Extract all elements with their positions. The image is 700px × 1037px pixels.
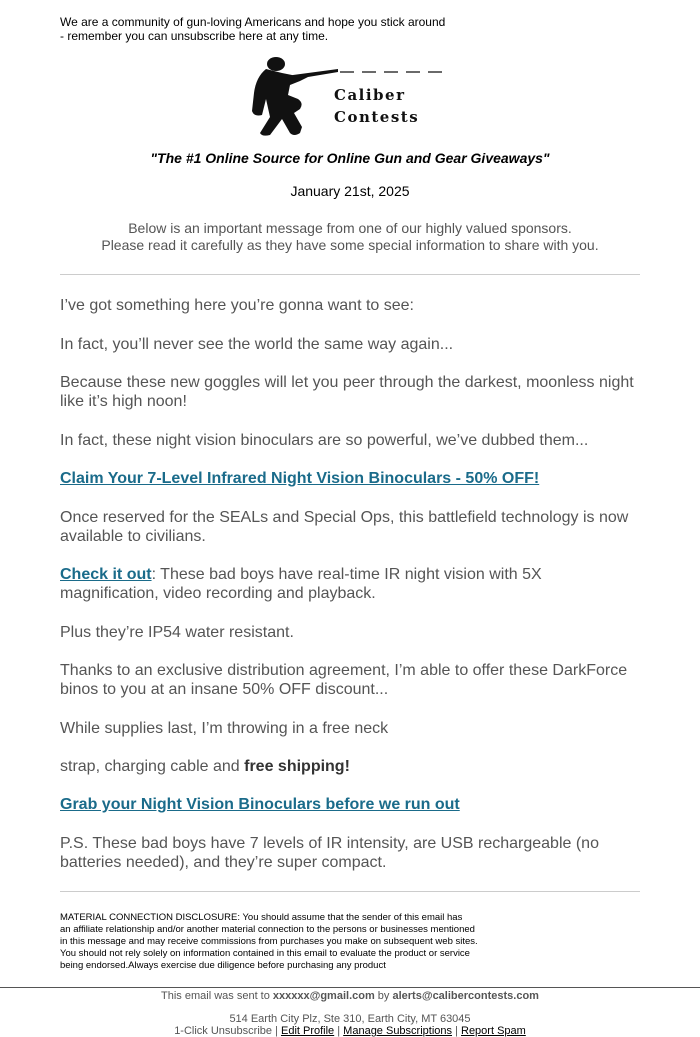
body-paragraph-6 — [60, 565, 640, 603]
email-date: January 21st, 2025 — [290, 183, 410, 199]
sent-to-line — [0, 990, 700, 1002]
top-divider — [60, 274, 640, 275]
postscript-paragraph — [60, 834, 640, 872]
manage-subscriptions-link[interactable]: Manage Subscriptions — [343, 1025, 453, 1037]
body-paragraph-8-line-1: Thanks to an exclusive distribution agreement, I’m able to offer these DarkForce — [60, 662, 628, 679]
body-paragraph-4: In fact, these night vision binoculars are so powerful, we’ve dubbed them... — [60, 432, 589, 449]
sender-email: alerts@calibercontests.com — [392, 990, 539, 1002]
body-link-paragraph-1 — [60, 469, 640, 488]
claim-binoculars-link[interactable]: Claim Your 7-Level Infrared Night Vision Binoculars - 50% OFF! — [60, 470, 540, 487]
edit-profile-link[interactable]: Edit Profile — [280, 1025, 335, 1037]
body-paragraph-5 — [60, 508, 640, 546]
check-it-out-link[interactable]: Check it out — [60, 566, 152, 583]
tagline: "The #1 Online Source for Online Gun and Gear Giveaways" — [150, 150, 550, 166]
one-click-unsubscribe-text: 1-Click Unsubscribe — [174, 1025, 272, 1037]
material-disclosure — [60, 912, 505, 972]
body-link-paragraph-2 — [60, 795, 640, 814]
sent-to-prefix: This email was sent to — [161, 990, 273, 1002]
mailing-address: 514 Earth City Plz, Ste 310, Earth City, MT 63045 — [229, 1013, 471, 1025]
body-paragraph-2: In fact, you’ll never see the world the same way again... — [60, 336, 454, 353]
body-paragraph-7: Plus they’re IP54 water resistant. — [60, 624, 294, 641]
footer-divider — [0, 987, 700, 988]
sponsor-line-1: Below is an important message from one of our highly valued sponsors. — [128, 220, 572, 236]
body-paragraph-3-line-1: Because these new goggles will let you peer through the darkest, moonless night — [60, 374, 634, 391]
body-paragraph-3-line-2: like it’s high noon! — [60, 393, 187, 410]
free-shipping-text: free shipping! — [244, 758, 350, 775]
postscript-line-1: P.S. These bad boys have 7 levels of IR intensity, are USB rechargeable (no — [60, 835, 599, 852]
postscript-line-2: batteries needed), and they’re super compact. — [60, 854, 387, 871]
body-paragraph-10 — [60, 757, 640, 776]
body-paragraph-6-line-2: magnification, video recording and playback. — [60, 585, 376, 602]
footer-separator: | — [272, 1025, 281, 1037]
logo-word-contests: Contests — [334, 108, 420, 126]
intro-text — [60, 15, 460, 43]
body-paragraph-3 — [60, 373, 640, 411]
grab-binoculars-link[interactable]: Grab your Night Vision Binoculars before we run out — [60, 796, 460, 813]
body-paragraph-9: While supplies last, I’m throwing in a free neck — [60, 720, 389, 737]
disclosure-line: an affiliate relationship and/or another material connection to the persons or businesses mentioned — [60, 924, 475, 935]
recipient-email: xxxxxx@gmail.com — [272, 990, 375, 1002]
body-paragraph-1: I’ve got something here you’re gonna want to see: — [60, 297, 414, 314]
footer-separator: | — [334, 1025, 344, 1037]
intro-line-1: We are a community of gun-loving Americans and hope you stick around — [60, 15, 446, 29]
body-paragraph-8 — [60, 661, 640, 699]
body-paragraph-10-text: strap, charging cable and — [60, 758, 245, 775]
body-paragraph-5-line-2: available to civilians. — [60, 528, 206, 545]
body-paragraph-8-line-2: binos to you at an insane 50% OFF discount... — [60, 681, 389, 698]
caliber-contests-logo — [248, 55, 453, 139]
sent-by-text: by — [374, 990, 393, 1002]
report-spam-link[interactable]: Report Spam — [461, 1025, 526, 1037]
body-paragraph-6-line-1: : These bad boys have real-time IR night vision with 5X — [151, 566, 542, 583]
disclosure-line: in this message and may receive commissions from purchases you make on subsequent web sites. — [60, 936, 478, 947]
sponsor-notice — [0, 220, 700, 254]
intro-line-2: - remember you can unsubscribe here at any time. — [60, 29, 329, 43]
logo-word-caliber: Caliber — [334, 86, 406, 104]
footer-links — [0, 1025, 700, 1037]
footer-separator: | — [452, 1025, 461, 1037]
sponsor-line-2: Please read it carefully as they have some special information to share with you. — [101, 237, 599, 253]
disclosure-line: MATERIAL CONNECTION DISCLOSURE: You should assume that the sender of this email has — [60, 912, 463, 923]
bottom-divider — [60, 891, 640, 892]
disclosure-line: You should not rely solely on information contained in this email to evaluate the product or service — [60, 948, 470, 959]
body-paragraph-5-line-1: Once reserved for the SEALs and Special Ops, this battlefield technology is now — [60, 509, 629, 526]
disclosure-line: being endorsed.Always exercise due diligence before purchasing any product — [60, 960, 386, 971]
